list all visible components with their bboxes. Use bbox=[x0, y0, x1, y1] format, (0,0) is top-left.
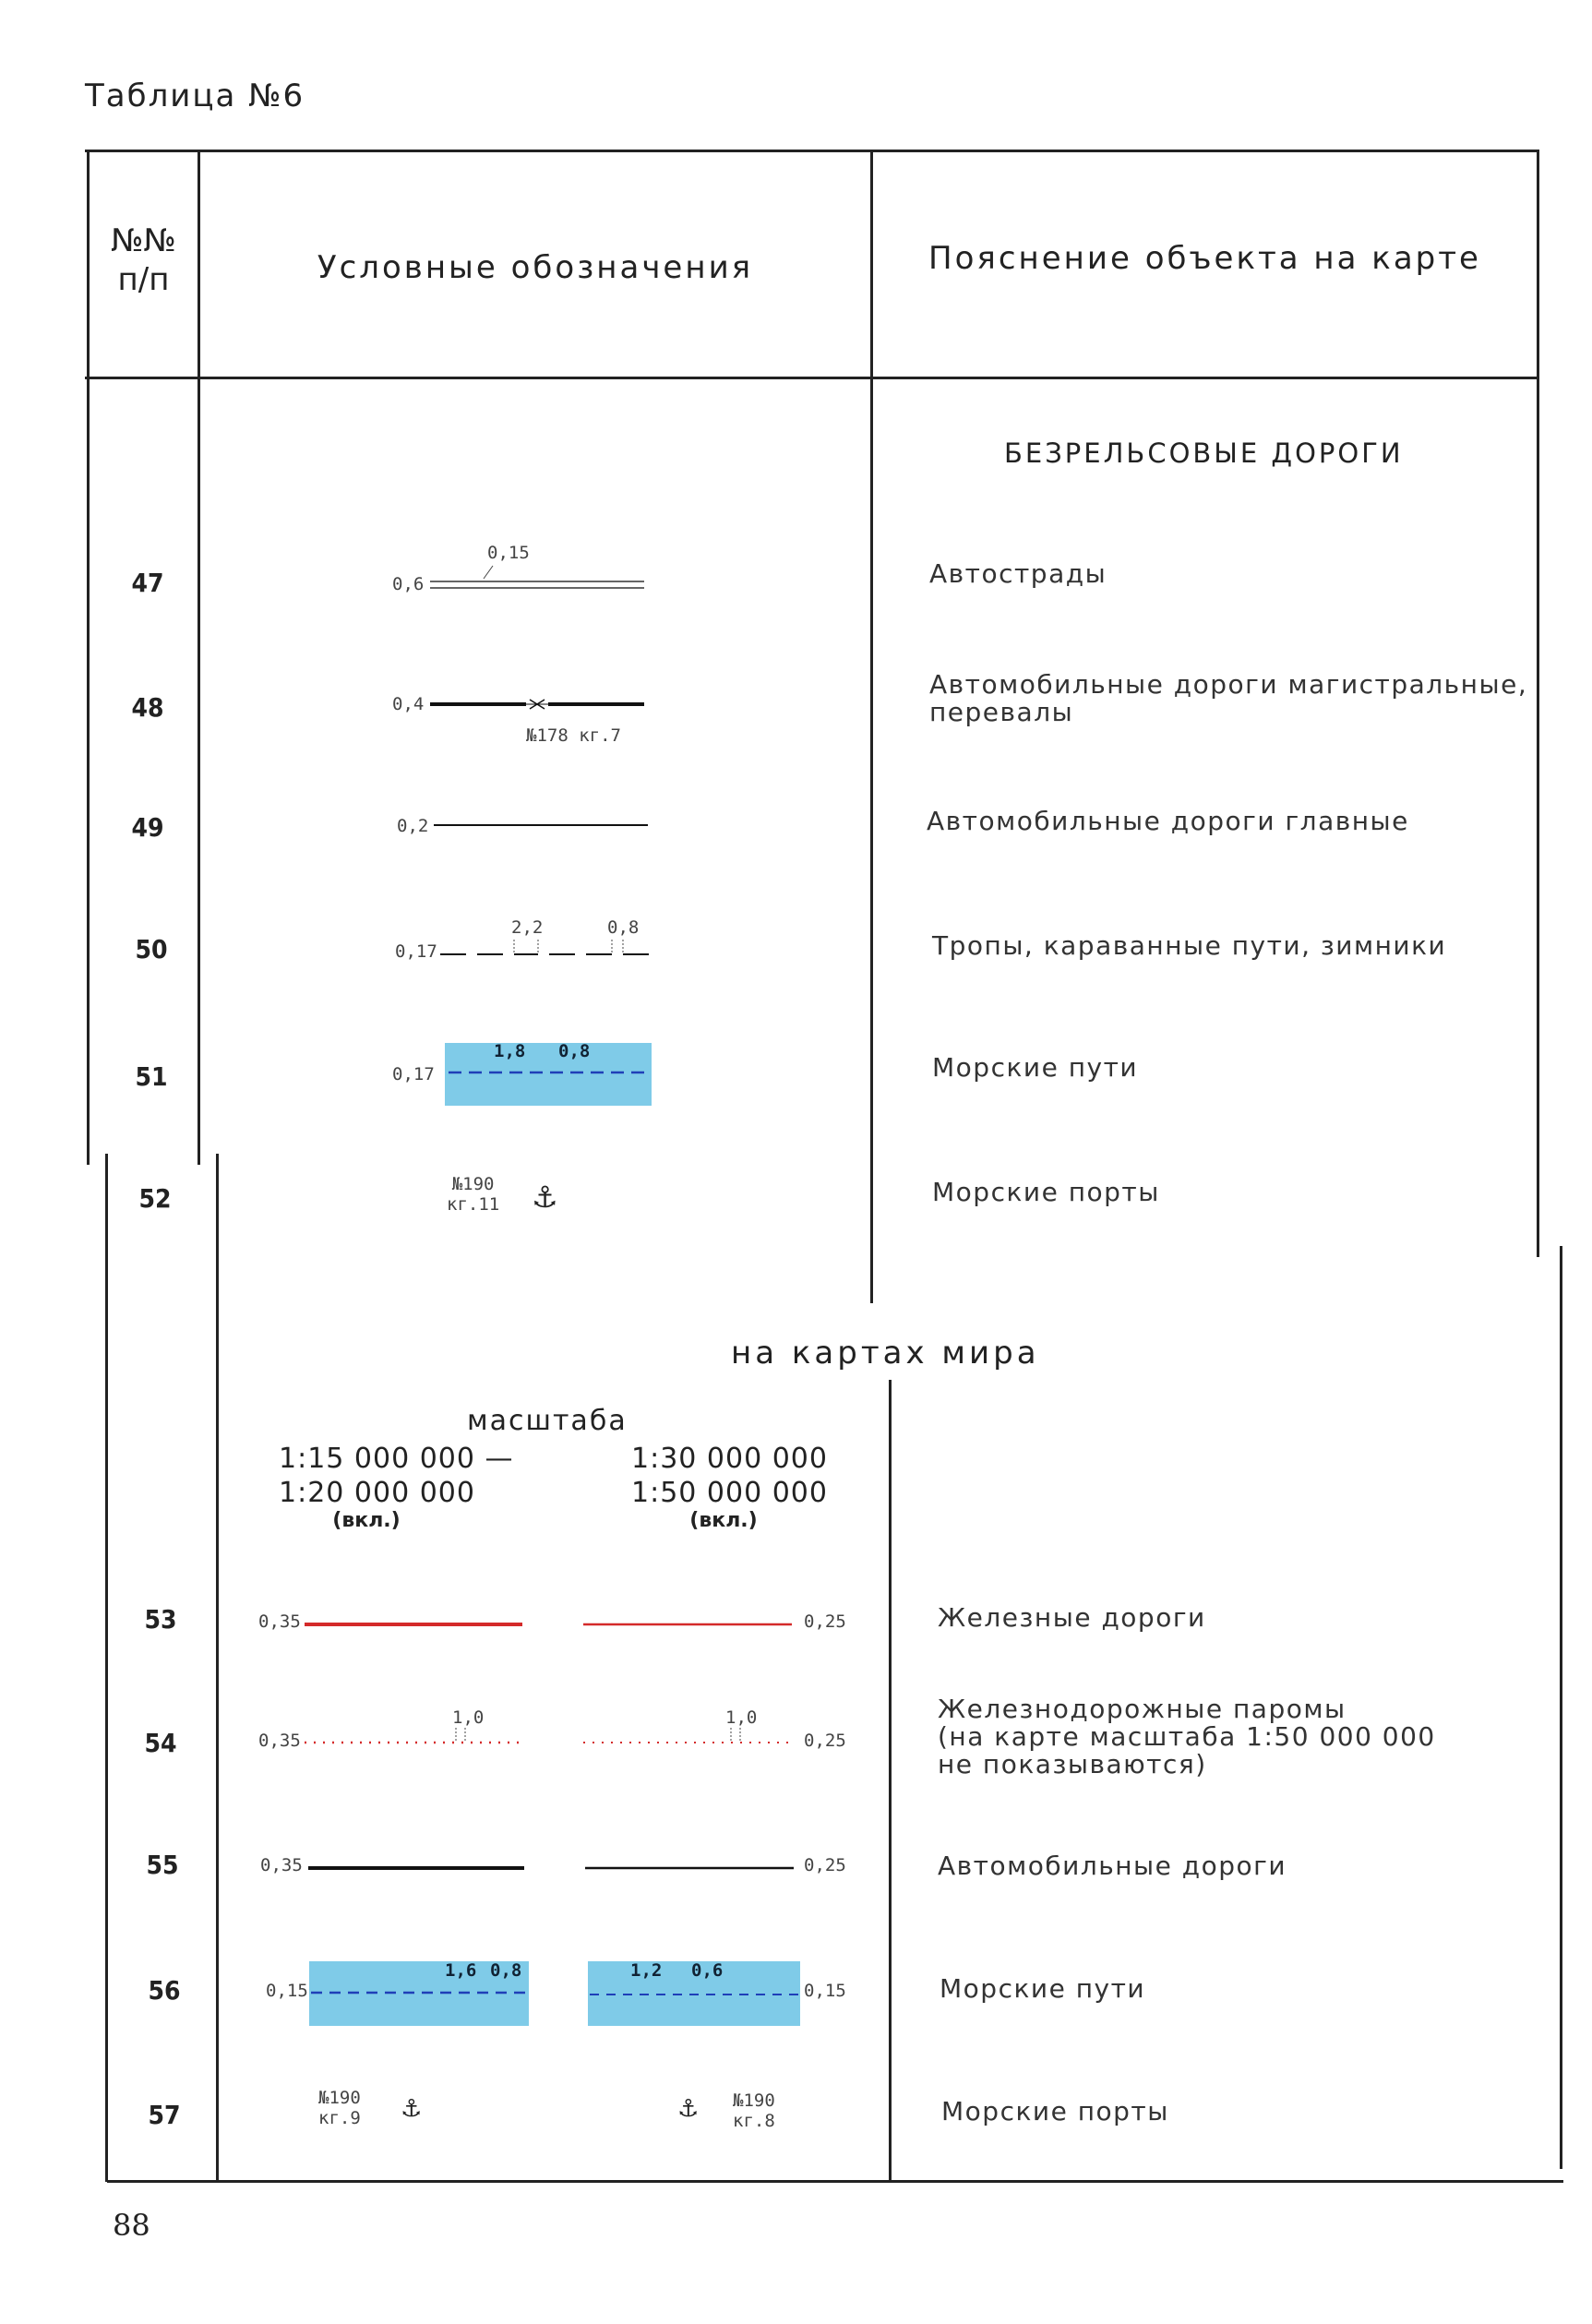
reference-line: кг.11 bbox=[447, 1194, 500, 1215]
sea-route-symbol bbox=[445, 1043, 652, 1106]
row-number: 54 bbox=[144, 1728, 177, 1758]
road-symbol-right bbox=[583, 1859, 796, 1877]
symbols-col-divider bbox=[870, 150, 873, 1303]
header-explanation-col: Пояснение объекта на карте bbox=[928, 240, 1481, 277]
scale-left-range-end: 1:20 000 000 bbox=[279, 1477, 475, 1509]
gap-length-label: 1,0 bbox=[452, 1707, 485, 1728]
row-description bbox=[929, 671, 1527, 726]
rail-ferry-symbol-right bbox=[581, 1726, 794, 1754]
reference-line: №190 bbox=[733, 2090, 775, 2111]
reference-line: №190 bbox=[318, 2088, 361, 2108]
page-title: Таблица №6 bbox=[85, 78, 305, 114]
row-number: 57 bbox=[148, 2100, 181, 2130]
reference-line: №190 bbox=[451, 1174, 495, 1194]
gap-length-label: 1,0 bbox=[725, 1707, 758, 1728]
reference-label bbox=[733, 2090, 775, 2131]
dash-length-label: 1,6 bbox=[445, 1960, 477, 1981]
line-width-label: 0,25 bbox=[804, 1611, 846, 1632]
row-number: 48 bbox=[131, 692, 164, 723]
row-description: Автомобильные дороги bbox=[938, 1851, 1287, 1881]
line-width-label: 0,15 bbox=[804, 1981, 846, 2001]
line-width-label: 0,17 bbox=[392, 1064, 435, 1084]
line-width-label: 0,35 bbox=[258, 1611, 301, 1632]
main-road-symbol bbox=[426, 690, 648, 718]
anchor-icon: ⚓ bbox=[401, 2095, 423, 2123]
motorway-symbol bbox=[426, 558, 648, 595]
gap-length-label: 0,8 bbox=[607, 917, 640, 938]
header-bottom-border bbox=[85, 377, 1538, 379]
scale-left-block bbox=[279, 1443, 528, 1532]
line-width-label: 0,6 bbox=[392, 574, 425, 594]
row-number: 50 bbox=[135, 934, 168, 964]
row-description: Морские порты bbox=[932, 1177, 1160, 1207]
anchor-icon: ⚓ bbox=[532, 1180, 558, 1215]
header-num-col bbox=[90, 222, 198, 299]
row-description: Тропы, караванные пути, зимники bbox=[932, 930, 1447, 961]
row-description-line: перевалы bbox=[929, 697, 1074, 727]
row-description: Автомобильные дороги главные bbox=[927, 806, 1409, 836]
table-top-border bbox=[85, 150, 1538, 152]
row-description: Железные дороги bbox=[938, 1602, 1206, 1633]
symbols-col-divider-lower bbox=[889, 1380, 892, 2182]
table-left-border-lower bbox=[105, 1154, 108, 2182]
row-number: 51 bbox=[135, 1061, 168, 1092]
row-description: Морские пути bbox=[932, 1052, 1139, 1083]
gap-length-label: 0,6 bbox=[691, 1960, 724, 1981]
line-width-label: 0,4 bbox=[392, 694, 425, 714]
row-description-line: (на карте масштаба 1:50 000 000 bbox=[938, 1721, 1436, 1752]
reference-label bbox=[447, 1174, 499, 1215]
table-bottom-border bbox=[107, 2180, 1563, 2183]
dash-length-label: 1,8 bbox=[494, 1041, 526, 1061]
row-number: 56 bbox=[148, 1975, 181, 2006]
scale-right-range-start: 1:30 000 000 bbox=[631, 1443, 828, 1475]
gap-length-label: 0,8 bbox=[558, 1041, 591, 1061]
reference-line: кг.9 bbox=[318, 2108, 361, 2128]
section-title-world-maps: на картах мира bbox=[731, 1335, 1040, 1372]
line-width-label: 0,35 bbox=[260, 1855, 303, 1875]
table-right-border bbox=[1537, 150, 1539, 1257]
line-width-label: 0,2 bbox=[397, 816, 429, 836]
scale-right-block bbox=[631, 1443, 853, 1532]
row-description: Морские пути bbox=[940, 1973, 1146, 2004]
sea-route-symbol-left bbox=[309, 1961, 529, 2026]
row-number: 55 bbox=[146, 1850, 179, 1880]
primary-road-symbol bbox=[432, 812, 653, 831]
line-width-label: 0,15 bbox=[487, 543, 530, 563]
line-width-label: 0,35 bbox=[258, 1731, 301, 1751]
scale-left-range-start: 1:15 000 000 — bbox=[279, 1443, 514, 1475]
row-description: Автострады bbox=[929, 558, 1107, 589]
scale-heading: масштаба bbox=[467, 1405, 628, 1437]
gap-length-label: 0,8 bbox=[490, 1960, 522, 1981]
page-number: 88 bbox=[113, 2208, 150, 2243]
row-description-line: Железнодорожные паромы bbox=[938, 1694, 1347, 1724]
row-description bbox=[938, 1695, 1436, 1779]
section-title-road: БЕЗРЕЛЬСОВЫЕ ДОРОГИ bbox=[1004, 437, 1404, 469]
reference-label bbox=[318, 2088, 361, 2128]
dash-length-label: 1,2 bbox=[630, 1960, 663, 1981]
scale-right-inclusive: (вкл.) bbox=[689, 1509, 758, 1532]
header-num-line1: №№ bbox=[111, 222, 176, 259]
sea-route-symbol-right bbox=[588, 1961, 800, 2026]
line-width-label: 0,25 bbox=[804, 1855, 846, 1875]
line-width-label: 0,15 bbox=[266, 1981, 308, 2001]
header-symbols-col: Условные обозначения bbox=[317, 249, 754, 286]
row-description-line: не показываются) bbox=[938, 1749, 1207, 1779]
row-number: 52 bbox=[138, 1183, 172, 1214]
table-right-border-lower bbox=[1560, 1246, 1562, 2169]
dash-length-label: 2,2 bbox=[511, 917, 544, 938]
reference-label: №178 кг.7 bbox=[526, 725, 621, 746]
road-symbol-left bbox=[306, 1857, 528, 1875]
railway-symbol-left bbox=[303, 1613, 524, 1632]
trail-symbol bbox=[438, 934, 660, 971]
line-width-label: 0,17 bbox=[395, 941, 437, 962]
row-number: 53 bbox=[144, 1604, 177, 1635]
line-width-label: 0,25 bbox=[804, 1731, 846, 1751]
scale-right-range-end: 1:50 000 000 bbox=[631, 1477, 828, 1509]
reference-line: кг.8 bbox=[733, 2111, 775, 2131]
num-col-divider bbox=[198, 150, 200, 1165]
row-description-line: Автомобильные дороги магистральные, bbox=[929, 669, 1528, 700]
scale-left-inclusive: (вкл.) bbox=[332, 1509, 401, 1532]
header-num-line2: п/п bbox=[117, 261, 170, 298]
anchor-icon: ⚓ bbox=[677, 2095, 700, 2123]
row-number: 47 bbox=[131, 568, 164, 598]
row-number: 49 bbox=[131, 812, 164, 843]
row-description: Морские порты bbox=[941, 2096, 1169, 2126]
table-left-border bbox=[87, 150, 90, 1165]
num-col-divider-lower bbox=[216, 1154, 219, 2182]
rail-ferry-symbol-left bbox=[303, 1726, 524, 1754]
railway-symbol-right bbox=[581, 1615, 794, 1634]
